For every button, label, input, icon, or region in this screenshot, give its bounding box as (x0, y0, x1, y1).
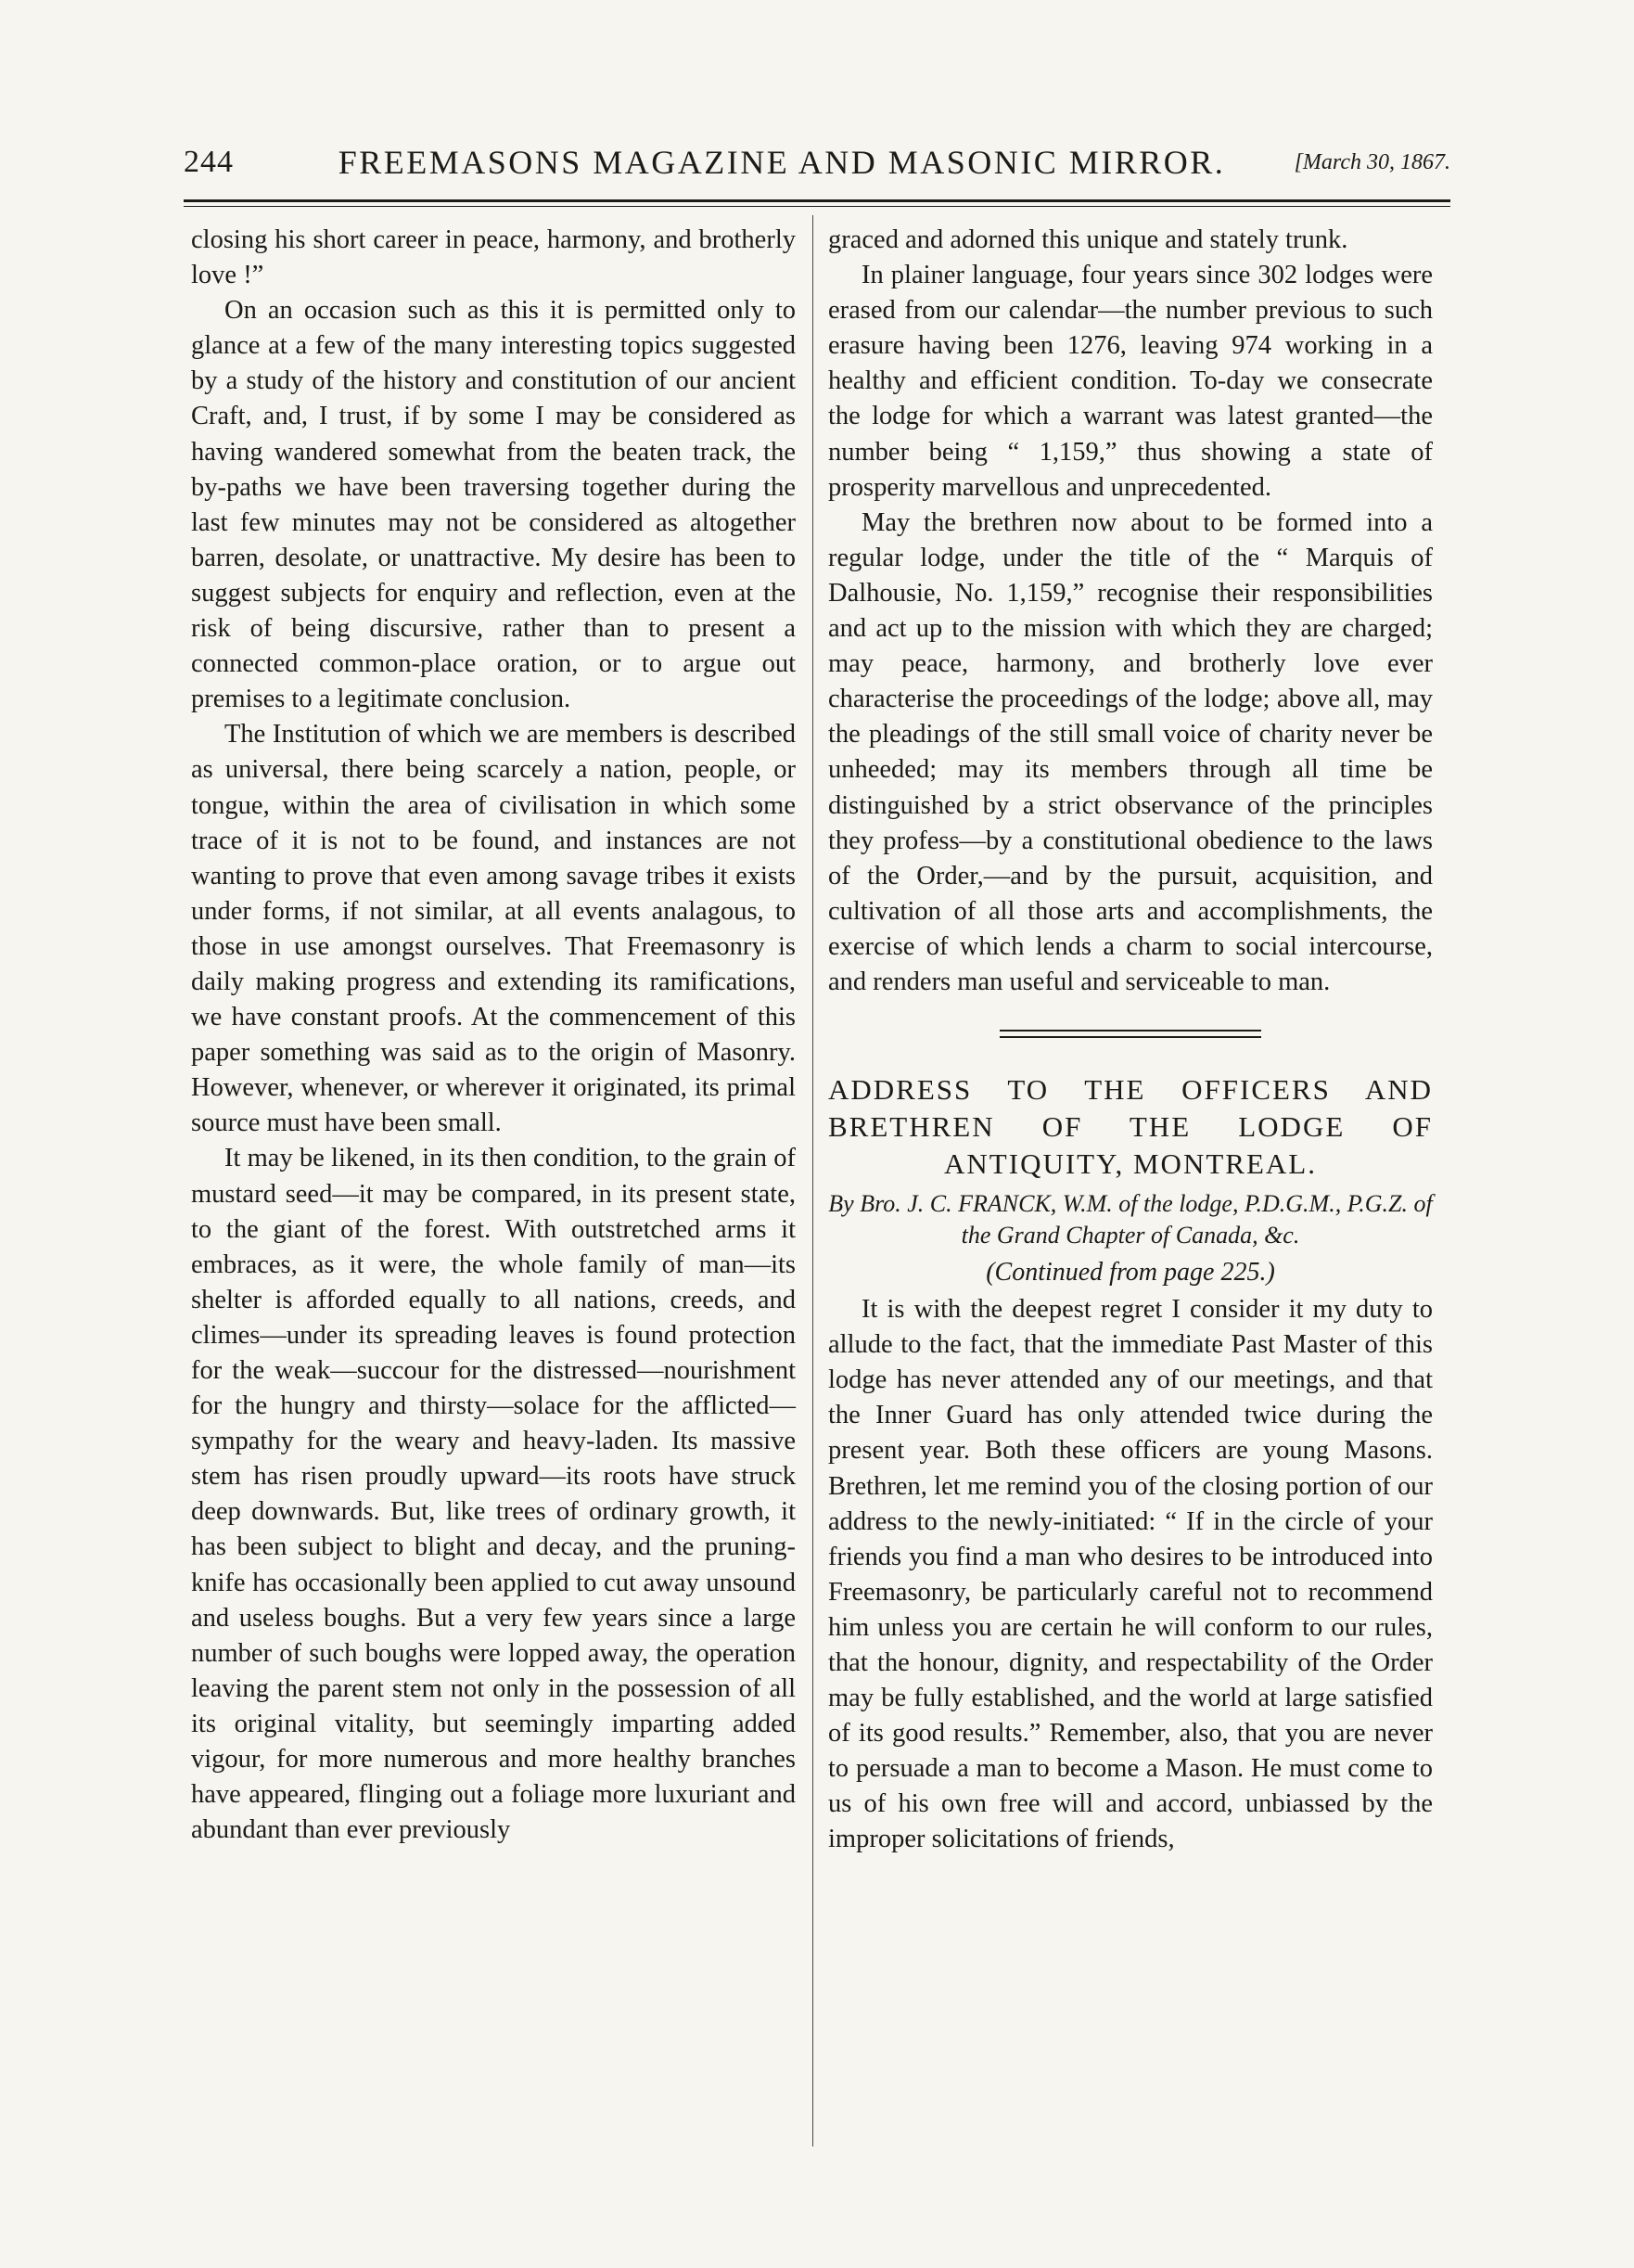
paragraph: It is with the deepest regret I consider it my duty to allude to the fact, that the immediate Past Master of this lodge has never attended any of our meetings, and that the Inner Guard has only attended twice during the present year. Both these officers are young Masons. Brethren, let me remind you of the closing portion of our address to the newly-initiated: “ If in the circle of your friends you find a man who desires to be introduced into Freemasonry, be particularly careful not to recommend him unless you are certain he will conform to our rules, that the honour, dignity, and respectability of the Order may be fully established, and the world at large satisfied of its good results.” Remember, also, that you are never to persuade a man to become a Mason. He must come to us of his own free will and accord, unbiassed by the improper solicitations of friends, (828, 1295, 1433, 1854)
article-byline: By Bro. J. C. FRANCK, W.M. of the lodge, P.D.G.M., P.G.Z. of the Grand Chapter of Canada, &c. (828, 1190, 1433, 1249)
paragraph: In plainer language, four years since 302 lodges were erased from our calendar—the number previous to such erasure having been 1276, leaving 974 working in a healthy and efficient condition. To-day we consecrate the lodge for which a warrant was latest granted—the number being “ 1,159,” thus showing a state of prosperity marvellous and unprecedented. (828, 261, 1433, 502)
right-column (828, 223, 1433, 1858)
paragraph: May the brethren now about to be formed into a regular lodge, under the title of the “ Marquis of Dalhousie, No. 1,159,” recognise their responsibilities and act up to the mission with which they are charged; may peace, harmony, and brotherly love ever characterise the proceedings of the lodge; above all, may the pleadings of the still small voice of charity never be unheeded; may its members through all time be distinguished by a strict observance of the principles they profess—by a constitutional obedience to the laws of the Order,—and by the pursuit, acquisition, and cultivation of all those arts and accomplishments, the exercise of which lends a charm to social intercourse, and renders man useful and serviceable to man. (828, 507, 1433, 996)
header-rule (184, 199, 1450, 202)
column-divider (812, 215, 813, 2146)
continued-note: (Continued from page 225.) (986, 1258, 1275, 1288)
paragraph: graced and adorned this unique and stately trunk. (828, 225, 1348, 254)
paragraph: On an occasion such as this it is permitted only to glance at a few of the many interesting topics suggested by a study of the history and constitution of our ancient Craft, and, I trust, if by some I may be considered as having wandered somewhat from the beaten track, the by-paths we have been traversing together during the last few minutes may not be considered as altogether barren, desolate, or unattractive. My desire has been to suggest subjects for enquiry and reflection, even at the risk of being discursive, rather than to present a connected common-place oration, or to argue out premises to a legitimate conclusion. (191, 296, 796, 714)
left-column (191, 223, 796, 1848)
paragraph: It may be likened, in its then condition, to the grain of mustard seed—it may be compared, in its present state, to the giant of the forest. With outstretched arms it embraces, as it were, the whole family of man—its shelter is afforded equally to all nations, creeds, and climes—under its spreading leaves is found protection for the weak—succour for the distressed—nourishment for the hungry and thirsty—solace for the afflicted—sympathy for the weary and heavy-laden. Its massive stem has risen proudly upward—its roots have struck deep downwards. But, like trees of ordinary growth, it has been subject to blight and decay, and the pruning-knife has occasionally been applied to cut away unsound and useless boughs. But a very few years since a large number of such boughs were lopped away, the operation leaving the parent stem not only in the possession of all its original vitality, but seemingly imparting added vigour, for more numerous and more healthy branches have appeared, flinging out a foliage more luxuriant and abundant than ever previously (191, 1144, 796, 1845)
paragraph: closing his short career in peace, harmony, and brotherly love !” (191, 225, 796, 290)
page-number: 244 (184, 145, 234, 179)
article-title: ADDRESS TO THE OFFICERS AND BRETHREN OF THE LODGE OF ANTIQUITY, MONTREAL. (828, 1073, 1433, 1181)
page-header (184, 137, 1450, 193)
section-divider (1000, 1030, 1261, 1040)
issue-date: [March 30, 1867. (1294, 150, 1450, 174)
magazine-title: FREEMASONS MAGAZINE AND MASONIC MIRROR. (338, 144, 1226, 181)
paragraph: The Institution of which we are members is described as universal, there being scarcely a nation, people, or tongue, within the area of civilisation in which some trace of it is not to be found, and instances are not wanting to prove that even among savage tribes it exists under forms, if not similar, at all events analagous, to those in use amongst ourselves. That Freemasonry is daily making progress and extending its ramifications, we have constant proofs. At the commencement of this paper something was said as to the origin of Masonry. However, whenever, or wherever it originated, its primal source must have been small. (191, 720, 796, 1138)
